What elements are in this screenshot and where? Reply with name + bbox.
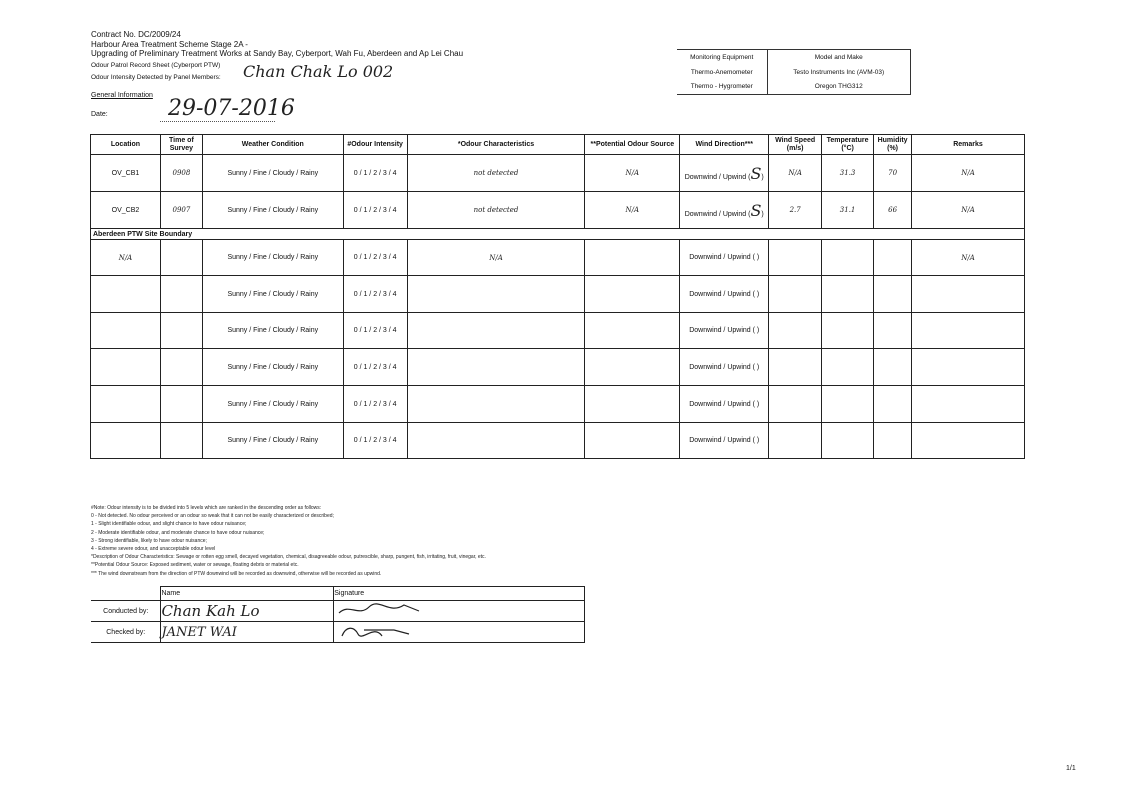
equipment-row [677, 80, 911, 95]
time-cell: 0908 [160, 155, 202, 192]
intensity-cell: 0 / 1 / 2 / 3 / 4 [343, 155, 407, 192]
table-row [91, 423, 1025, 459]
humidity-cell: 70 [874, 155, 912, 192]
notes-block [91, 504, 651, 578]
source-cell [585, 386, 680, 423]
wind-options: Downwind / Upwind ( [689, 437, 755, 444]
wind-options: Downwind / Upwind ( [689, 363, 755, 371]
source-cell [585, 240, 680, 276]
equipment-name: Thermo - Hygrometer [677, 80, 767, 95]
equipment-row [677, 65, 911, 80]
wind-direction-cell [680, 313, 769, 349]
wind-direction-cell [680, 386, 769, 423]
col-time: Time of Survey [160, 135, 202, 155]
odour-cell: not detected [407, 192, 585, 229]
page-number: 1/1 [1066, 765, 1076, 772]
table-row [91, 276, 1025, 313]
wind-close: ) [756, 437, 760, 444]
panel-handwritten: Chan Chak Lo 002 [243, 62, 394, 81]
intensity-cell: 0 / 1 / 2 / 3 / 4 [343, 240, 407, 276]
weather-cell: Sunny / Fine / Cloudy / Rainy [202, 192, 343, 229]
location-cell [91, 349, 161, 386]
contract-number: Contract No. DC/2009/24 [91, 30, 181, 39]
table-row [91, 386, 1025, 423]
source-cell [585, 423, 680, 459]
section-row [91, 229, 1025, 240]
humidity-cell [874, 276, 912, 313]
location-cell [91, 423, 161, 459]
speed-cell [769, 349, 822, 386]
wind-direction-cell [680, 423, 769, 459]
wind-direction-cell [680, 349, 769, 386]
humidity-cell [874, 349, 912, 386]
odour-cell [407, 276, 585, 313]
col-weather: Weather Condition [202, 135, 343, 155]
signature-table [91, 586, 585, 643]
weather-cell: Sunny / Fine / Cloudy / Rainy [202, 386, 343, 423]
intensity-cell: 0 / 1 / 2 / 3 / 4 [343, 349, 407, 386]
checked-by-label: Checked by: [91, 622, 161, 643]
location-cell [91, 276, 161, 313]
temp-cell [822, 349, 874, 386]
location-cell: OV_CB2 [91, 192, 161, 229]
odour-cell: not detected [407, 155, 585, 192]
wind-hand: S [750, 163, 762, 183]
date-label: Date: [91, 111, 108, 118]
remarks-cell [912, 423, 1025, 459]
time-cell [160, 313, 202, 349]
wind-options: Downwind / Upwind ( [689, 327, 755, 334]
panel-members-label: Odour Intensity Detected by Panel Members: [91, 74, 221, 81]
remarks-cell [912, 313, 1025, 349]
equipment-model: Oregon THG312 [767, 80, 911, 95]
signature-name-header: Name [161, 587, 334, 601]
table-row [91, 155, 1025, 192]
note-line: 3 - Strong identifiable, likely to have odour nuisance; [91, 537, 207, 544]
signature-signature-header: Signature [334, 587, 585, 601]
note-line: #Note: Odour intensity is to be divided into 5 levels which are ranked in the descending order as follows: [91, 505, 322, 511]
wind-direction-cell [680, 192, 769, 229]
wind-direction-cell [680, 155, 769, 192]
equipment-header-row [677, 50, 911, 65]
temp-cell [822, 276, 874, 313]
col-temperature: Temperature (°C) [822, 135, 874, 155]
conducted-by-name: Chan Kah Lo [161, 601, 334, 622]
speed-cell: 2.7 [769, 192, 822, 229]
humidity-cell [874, 386, 912, 423]
odour-cell [407, 386, 585, 423]
time-cell [160, 276, 202, 313]
remarks-cell [912, 276, 1025, 313]
col-humidity: Humidity (%) [874, 135, 912, 155]
equipment-header-right: Model and Make [767, 50, 911, 65]
wind-close: ) [756, 254, 760, 261]
remarks-cell: N/A [912, 192, 1025, 229]
speed-cell [769, 386, 822, 423]
source-cell: N/A [585, 192, 680, 229]
col-intensity: #Odour Intensity [343, 135, 407, 155]
signature-blank [91, 587, 161, 601]
col-wind-direction: Wind Direction*** [680, 135, 769, 155]
signature-row [91, 622, 585, 643]
time-cell [160, 349, 202, 386]
temp-cell: 31.3 [822, 155, 874, 192]
weather-cell: Sunny / Fine / Cloudy / Rainy [202, 276, 343, 313]
wind-options: Downwind / Upwind ( [689, 290, 755, 298]
intensity-cell: 0 / 1 / 2 / 3 / 4 [343, 423, 407, 459]
wind-close: ) [756, 363, 760, 371]
table-row [91, 192, 1025, 229]
time-cell [160, 386, 202, 423]
equipment-model: Testo Instruments Inc (AVM-03) [767, 65, 911, 80]
temp-cell: 31.1 [822, 192, 874, 229]
date-value: 29-07-2016 [168, 96, 295, 121]
time-cell: 0907 [160, 192, 202, 229]
remarks-cell [912, 349, 1025, 386]
weather-cell: Sunny / Fine / Cloudy / Rainy [202, 313, 343, 349]
date-underline [160, 121, 275, 122]
intensity-cell: 0 / 1 / 2 / 3 / 4 [343, 192, 407, 229]
checked-by-signature [334, 622, 585, 643]
location-cell [91, 313, 161, 349]
title-line-1: Harbour Area Treatment Scheme Stage 2A - [91, 39, 248, 49]
humidity-cell [874, 240, 912, 276]
wind-close: ) [756, 400, 760, 408]
odour-cell: N/A [407, 240, 585, 276]
wind-direction-cell [680, 240, 769, 276]
conducted-by-signature [334, 601, 585, 622]
wind-close: ) [761, 210, 764, 218]
remarks-cell: N/A [912, 155, 1025, 192]
speed-cell [769, 276, 822, 313]
note-line: *Description of Odour Characteristics: Sewage or rotten egg smell, decayed vegetation, chemical, disagreeable odour, putrescible, sharp, pungent, fish, irritating, fruit, vinegar, etc. [91, 554, 486, 561]
table-row [91, 313, 1025, 349]
note-line: 0 - Not detected. No odour perceived or an odour so weak that it can not be easily characterized or described; [91, 513, 334, 520]
col-odour-characteristics: *Odour Characteristics [407, 135, 585, 155]
speed-cell [769, 313, 822, 349]
intensity-cell: 0 / 1 / 2 / 3 / 4 [343, 313, 407, 349]
general-info-label: General Information [91, 92, 153, 99]
weather-cell: Sunny / Fine / Cloudy / Rainy [202, 423, 343, 459]
wind-close: ) [756, 290, 760, 298]
wind-options: Downwind / Upwind ( [684, 173, 751, 181]
col-wind-speed: Wind Speed (m/s) [769, 135, 822, 155]
title-line-2: Upgrading of Preliminary Treatment Works at Sandy Bay, Cyberport, Wah Fu, Aberdeen and Ap Lei Chau [91, 49, 464, 58]
wind-options: Downwind / Upwind ( [684, 210, 751, 218]
table-header-row [91, 135, 1025, 155]
note-line: *** The wind downstream from the direction of PTW downwind will be recorded as downwind, otherwise will be recorded as upwind. [91, 570, 382, 577]
signature-header-row [91, 587, 585, 601]
col-remarks: Remarks [912, 135, 1025, 155]
table-row [91, 240, 1025, 276]
equipment-header-left: Monitoring Equipment [677, 50, 767, 65]
note-line: **Potential Odour Source: Exposed sediment, water or sewage, floating debris or material etc. [91, 562, 299, 569]
time-cell [160, 240, 202, 276]
odour-cell [407, 313, 585, 349]
speed-cell [769, 240, 822, 276]
conducted-signature-mark [334, 601, 424, 619]
source-cell [585, 276, 680, 313]
weather-cell: Sunny / Fine / Cloudy / Rainy [202, 155, 343, 192]
speed-cell: N/A [769, 155, 822, 192]
note-line: 2 - Moderate identifiable odour, and moderate chance to have odour nuisance; [91, 529, 265, 536]
wind-options: Downwind / Upwind ( [689, 254, 755, 261]
remarks-cell [912, 386, 1025, 423]
checked-signature-mark [334, 622, 424, 640]
source-cell [585, 349, 680, 386]
weather-cell: Sunny / Fine / Cloudy / Rainy [202, 349, 343, 386]
conducted-by-label: Conducted by: [91, 601, 161, 622]
wind-close: ) [756, 327, 760, 334]
humidity-cell [874, 313, 912, 349]
temp-cell [822, 313, 874, 349]
note-line: 4 - Extreme severe odour, and unacceptable odour level [91, 546, 216, 553]
odour-cell [407, 349, 585, 386]
equipment-name: Thermo-Anemometer [677, 65, 767, 80]
weather-cell: Sunny / Fine / Cloudy / Rainy [202, 240, 343, 276]
time-cell [160, 423, 202, 459]
table-row [91, 349, 1025, 386]
note-line: 1 - Slight identifiable odour, and slight chance to have odour nuisance; [91, 521, 247, 528]
location-cell [91, 386, 161, 423]
col-location: Location [91, 135, 161, 155]
location-cell: N/A [91, 240, 161, 276]
intensity-cell: 0 / 1 / 2 / 3 / 4 [343, 276, 407, 313]
temp-cell [822, 240, 874, 276]
equipment-table [677, 49, 911, 95]
signature-row [91, 601, 585, 622]
speed-cell [769, 423, 822, 459]
odour-patrol-table [90, 134, 1025, 459]
remarks-cell: N/A [912, 240, 1025, 276]
location-cell: OV_CB1 [91, 155, 161, 192]
record-sheet-title: Odour Patrol Record Sheet (Cyberport PTW) [91, 61, 221, 69]
temp-cell [822, 386, 874, 423]
source-cell: N/A [585, 155, 680, 192]
odour-cell [407, 423, 585, 459]
source-cell [585, 313, 680, 349]
wind-options: Downwind / Upwind ( [689, 400, 755, 408]
temp-cell [822, 423, 874, 459]
wind-direction-cell [680, 276, 769, 313]
section-label: Aberdeen PTW Site Boundary [91, 229, 1025, 240]
checked-by-name: JANET WAI [161, 622, 334, 643]
col-potential-source: **Potential Odour Source [585, 135, 680, 155]
humidity-cell: 66 [874, 192, 912, 229]
wind-close: ) [761, 173, 764, 181]
wind-hand: S [750, 200, 762, 220]
intensity-cell: 0 / 1 / 2 / 3 / 4 [343, 386, 407, 423]
humidity-cell [874, 423, 912, 459]
